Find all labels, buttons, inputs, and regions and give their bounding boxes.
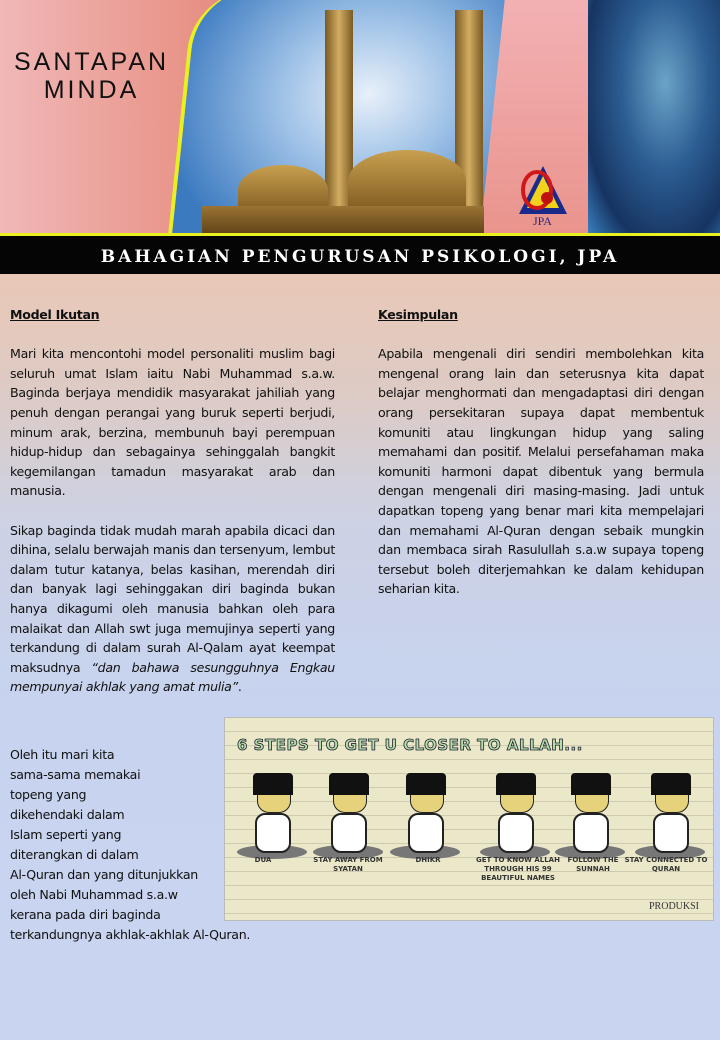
quote-text: “dan bahawa sesungguhnya Engkau mempunyai akhlak yang amat mulia” bbox=[10, 659, 335, 695]
cartoon-figure bbox=[390, 773, 460, 858]
step-label: DHIKR bbox=[415, 856, 441, 864]
department-banner: BAHAGIAN PENGURUSAN PSIKOLOGI, JPA bbox=[0, 236, 720, 274]
title-line-2: MINDA bbox=[43, 76, 140, 104]
header-banner-image bbox=[0, 0, 720, 238]
paragraph-end: . bbox=[237, 679, 242, 695]
six-steps-illustration bbox=[224, 717, 714, 921]
text-line: Islam seperti yang bbox=[10, 827, 122, 842]
section-heading: Kesimpulan bbox=[378, 307, 458, 322]
section-heading: Model Ikutan bbox=[10, 307, 100, 322]
cartoon-figure bbox=[480, 773, 550, 858]
step-label: STAY AWAY FROM SYATAN bbox=[313, 856, 383, 873]
title-line-1: SANTAPAN bbox=[14, 48, 170, 76]
paragraph: Mari kita mencontohi model personaliti muslim bagi seluruh umat Islam iaitu Nabi Muhammad s.a.w. Baginda berjaya mendidik masyarakat jahiliah yang penuh dengan perangai yang buruk seperti berjudi, minum arak, berzina, membunuh bayi perempuan hidup-hidup dan sebagainya sehinggalah bangkit kegemilangan tamadun masyarakat arab dan manusia. bbox=[10, 346, 335, 499]
closing-paragraph bbox=[10, 745, 250, 945]
illustration-title: 6 STEPS TO GET U CLOSER TO ALLAH... bbox=[237, 736, 583, 754]
paragraph-text: Sikap baginda tidak mudah marah apabila dicaci dan dihina, selalu berwajah manis dan tersenyum, lembut dalam tutur katanya, belas kasihan, merendah diri dan banyak lagi sehinggakan diri baginda bukan hanya dikagumi oleh manusia bahkan oleh para malaikat dan Allah swt juga memujinya seperti yang terkandung di dalam surah Al-Qalam ayat keempat maksudnya bbox=[10, 522, 335, 675]
step-label: STAY CONNECTED TO QURAN bbox=[624, 856, 708, 873]
text-line: kerana pada diri baginda bbox=[10, 907, 161, 922]
text-line: topeng yang bbox=[10, 787, 87, 802]
text-line: Oleh itu mari kita bbox=[10, 747, 115, 762]
paragraph: Apabila mengenali diri sendiri membolehkan kita mengenal orang lain dan seterusnya kita dapat belajar menghormati dan mengadaptasi diri dengan orang persekitaran supaya dapat membentuk komuniti atau lingkungan hidup yang saling memahami dan positif. Melalui persefahaman maka komuniti harmoni dapat dibentuk yang bermula dengan mengenali diri masing-masing. Jadi untuk dapatkan topeng yang benar mari kita mempelajari dan memahami Al-Quran dengan sebaik mungkin dan membaca sirah Rasulullah s.a.w supaya topeng tersebut boleh diterjemahkan ke dalam kehidupan seharian kita. bbox=[378, 346, 704, 597]
text-line: oleh Nabi Muhammad s.a.w bbox=[10, 887, 178, 902]
cartoon-figure bbox=[555, 773, 625, 858]
section-model-ikutan bbox=[10, 305, 335, 716]
cartoon-figure bbox=[237, 773, 307, 858]
step-label: GET TO KNOW ALLAH THROUGH HIS 99 BEAUTIFUL NAMES bbox=[476, 856, 560, 882]
page-title bbox=[14, 48, 169, 104]
text-line: Al-Quran dan yang ditunjukkan bbox=[10, 867, 198, 882]
illustration-credit: PRODUKSI bbox=[648, 901, 699, 912]
text-line: dikehendaki dalam bbox=[10, 807, 125, 822]
text-line: diterangkan di dalam bbox=[10, 847, 139, 862]
text-line: sama-sama memakai bbox=[10, 767, 141, 782]
step-label: FOLLOW THE SUNNAH bbox=[567, 856, 619, 873]
text-line: terkandungnya akhlak-akhlak Al-Quran. bbox=[10, 927, 251, 942]
section-kesimpulan bbox=[378, 305, 704, 619]
paragraph bbox=[10, 521, 335, 697]
step-label: DUA bbox=[254, 856, 272, 864]
cartoon-figure bbox=[635, 773, 705, 858]
calligraphy-image bbox=[588, 0, 720, 238]
logo-text: JPA bbox=[533, 214, 552, 228]
cartoon-figure bbox=[313, 773, 383, 858]
mosque-dome-large bbox=[348, 150, 466, 212]
